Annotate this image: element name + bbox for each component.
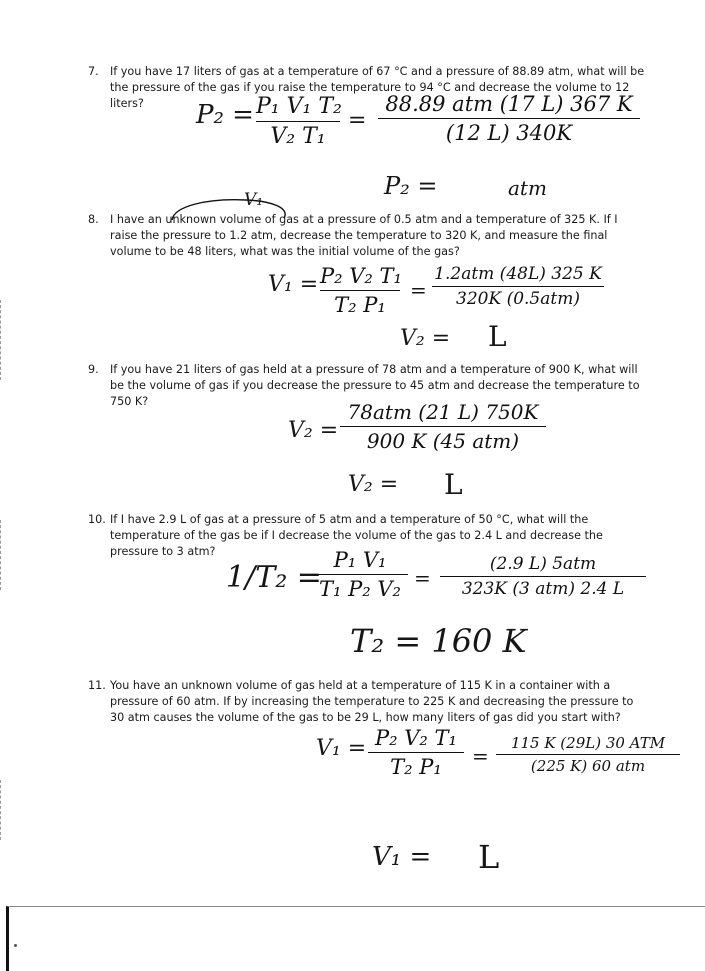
answer-unit: L [488, 320, 507, 353]
formula-fraction [256, 94, 340, 149]
answer-lhs: V₁ = [372, 842, 432, 872]
substitution-numerator: 115 K (29L) 30 ATM [510, 734, 666, 752]
fraction-bar [440, 576, 646, 577]
substitution-fraction [378, 92, 640, 145]
formula-numerator: P₂ V₂ T₁ [375, 726, 457, 750]
substitution-fraction [340, 400, 546, 453]
substitution-denominator: (12 L) 340K [445, 121, 573, 145]
question-number: 7. [88, 65, 99, 78]
question-text: You have an unknown volume of gas held at a temperature of 115 K in a container with a pressure of 60 atm. If by increasing the temperature to 225 K and decreasing the pressure to 30 atm causes the volume of the gas to be 29 L, how many liters of gas did you start with? [110, 679, 634, 724]
substitution-fraction [440, 554, 646, 599]
formula-fraction [368, 726, 464, 779]
answer-lhs: V₂ = [348, 472, 399, 497]
formula-denominator: V₂ T₁ [270, 124, 326, 149]
question-number: 9. [88, 363, 99, 376]
annotation-v1: V₁ [244, 190, 264, 210]
fraction-bar [432, 286, 604, 287]
substitution-denominator: (225 K) 60 atm [530, 757, 646, 775]
formula-numerator: P₂ V₂ T₁ [320, 264, 402, 288]
equals-sign: = [414, 566, 431, 590]
scan-speck [14, 944, 17, 947]
substitution-denominator: 320K (0.5atm) [456, 289, 580, 309]
formula-denominator: T₂ P₁ [390, 755, 442, 779]
equals-sign: = [410, 278, 427, 302]
fraction-bar [340, 426, 546, 427]
formula-fraction [312, 548, 408, 601]
work-lhs: 1/T₂ = [226, 560, 322, 595]
formula-denominator: T₁ P₂ V₂ [319, 577, 401, 601]
scan-edge-mark [0, 520, 4, 590]
formula-fraction [320, 264, 400, 317]
question-text: If I have 2.9 L of gas at a pressure of 5 atm and a temperature of 50 °C, what will the temperature of the gas be if I decrease the volume of the gas to 2.4 L and decrease the pressure to 3 atm? [110, 513, 603, 558]
question-11 [88, 678, 648, 726]
answer: T₂ = 160 K [350, 622, 527, 660]
fraction-bar [256, 121, 340, 122]
question-number: 8. [88, 213, 99, 226]
answer-lhs: P₂ = [384, 172, 438, 200]
formula-denominator: T₂ P₁ [334, 293, 386, 317]
scan-edge-mark [0, 780, 4, 840]
work-lhs: V₁ = [268, 272, 319, 297]
equals-sign: = [348, 108, 367, 133]
answer-unit: atm [508, 176, 547, 200]
scan-border [6, 906, 705, 971]
question-text: If you have 17 liters of gas at a temperature of 67 °C and a pressure of 88.89 atm, what will be the pressure of the gas if you raise the temperature to 94 °C and decrease the volume to 12 liters? [110, 65, 645, 110]
substitution-denominator: 900 K (45 atm) [366, 429, 520, 453]
fraction-bar [378, 118, 640, 119]
formula-numerator: P₁ V₁ T₂ [256, 94, 342, 119]
question-number: 10. [88, 513, 106, 526]
scan-edge-mark [0, 300, 4, 380]
substitution-fraction [496, 734, 680, 775]
substitution-numerator: 1.2atm (48L) 325 K [434, 264, 602, 284]
substitution-numerator: (2.9 L) 5atm [489, 554, 597, 574]
fraction-bar [312, 574, 408, 575]
question-text: I have an unknown volume of gas at a pressure of 0.5 atm and a temperature of 325 K. If I raise the pressure to 1.2 atm, decrease the temperature to 320 K, and measure the final volume to be 48 liters, what was the initial volume of the gas? [110, 213, 618, 258]
substitution-fraction [432, 264, 604, 309]
question-8 [88, 212, 648, 260]
substitution-numerator: 88.89 atm (17 L) 367 K [385, 92, 633, 116]
substitution-numerator: 78atm (21 L) 750K [347, 400, 539, 424]
fraction-bar [368, 752, 464, 753]
question-text: If you have 21 liters of gas held at a pressure of 78 atm and a temperature of 900 K, what will be the volume of gas if you decrease the pressure to 45 atm and decrease the temperature to 750 K? [110, 363, 640, 408]
equals-sign: = [472, 744, 489, 768]
fraction-bar [496, 754, 680, 755]
work-lhs: V₂ = [288, 418, 339, 443]
formula-numerator: P₁ V₁ [333, 548, 387, 572]
answer-lhs: V₂ = [400, 326, 451, 351]
work-lhs: V₁ = [316, 736, 367, 761]
fraction-bar [320, 290, 400, 291]
question-number: 11. [88, 679, 106, 692]
answer-unit: L [478, 838, 500, 876]
answer-unit: L [444, 468, 463, 501]
work-lhs: P₂ = [196, 100, 254, 130]
substitution-denominator: 323K (3 atm) 2.4 L [461, 579, 625, 599]
